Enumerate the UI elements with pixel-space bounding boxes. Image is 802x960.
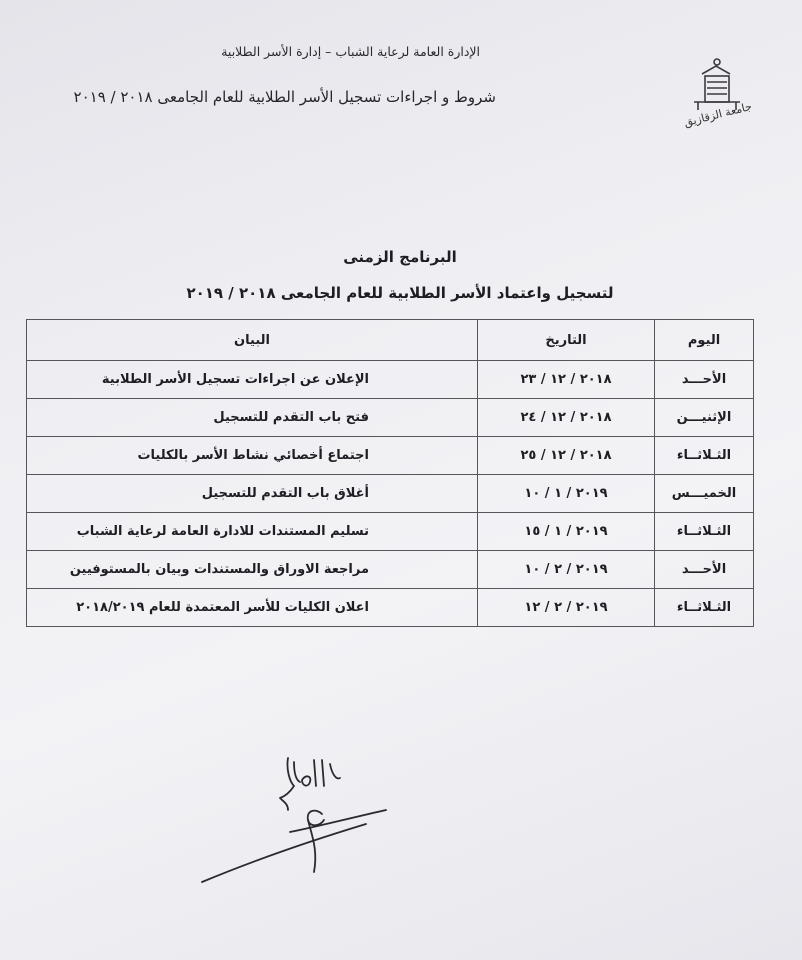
cell-description <box>27 551 478 589</box>
document-title: البرنامج الزمنى <box>343 248 457 266</box>
description-text: اعلان الكليات للأسر المعتمدة للعام ٢٠١٨/٢٠١٩ <box>76 600 369 615</box>
table-row <box>27 361 754 399</box>
cell-date: ٢٠١٨ / ١٢ / ٢٤ <box>478 399 655 437</box>
table-row <box>27 589 754 627</box>
cell-day: الأحـــد <box>655 551 754 589</box>
cell-description <box>27 475 478 513</box>
header-description: البيان <box>27 320 478 361</box>
cell-date: ٢٠١٨ / ١٢ / ٢٣ <box>478 361 655 399</box>
header-subject: شروط و اجراءات تسجيل الأسر الطلابية للعام الجامعى ٢٠١٨ / ٢٠١٩ <box>73 88 496 106</box>
header-department: الإدارة العامة لرعاية الشباب – إدارة الأسر الطلابية <box>221 44 480 59</box>
table-row <box>27 513 754 551</box>
header-date: التاريخ <box>478 320 655 361</box>
logo-caption: جامعة الزقازيق <box>682 99 754 130</box>
description-text: فتح باب التقدم للتسجيل <box>213 410 369 425</box>
table-row <box>27 551 754 589</box>
table-row <box>27 399 754 437</box>
cell-day: الثـلاثــاء <box>655 589 754 627</box>
cell-description <box>27 361 478 399</box>
cell-day: الثـلاثــاء <box>655 437 754 475</box>
schedule-table <box>26 319 754 627</box>
cell-date: ٢٠١٩ / ١ / ١٠ <box>478 475 655 513</box>
description-text: تسليم المستندات للادارة العامة لرعاية الشباب <box>76 524 369 539</box>
cell-date: ٢٠١٩ / ١ / ١٥ <box>478 513 655 551</box>
cell-description <box>27 399 478 437</box>
handwritten-signature <box>190 740 410 890</box>
cell-day: الإثنيـــن <box>655 399 754 437</box>
cell-date: ٢٠١٨ / ١٢ / ٢٥ <box>478 437 655 475</box>
table-header-row <box>27 320 754 361</box>
cell-description <box>27 589 478 627</box>
cell-date: ٢٠١٩ / ٢ / ١٢ <box>478 589 655 627</box>
table-row <box>27 475 754 513</box>
header-day: اليوم <box>655 320 754 361</box>
cell-day: الخميـــس <box>655 475 754 513</box>
description-text: الإعلان عن اجراءات تسجيل الأسر الطلابية <box>101 372 369 387</box>
cell-day: الأحـــد <box>655 361 754 399</box>
cell-day: الثـلاثــاء <box>655 513 754 551</box>
cell-date: ٢٠١٩ / ٢ / ١٠ <box>478 551 655 589</box>
cell-description <box>27 437 478 475</box>
table-row <box>27 437 754 475</box>
cell-description <box>27 513 478 551</box>
description-text: أغلاق باب التقدم للتسجيل <box>201 486 369 501</box>
description-text: اجتماع أخصائي نشاط الأسر بالكليات <box>137 448 369 463</box>
description-text: مراجعة الاوراق والمستندات وبيان بالمستوفيين <box>69 562 369 577</box>
document-subtitle: لتسجيل واعتماد الأسر الطلابية للعام الجامعى ٢٠١٨ / ٢٠١٩ <box>186 284 614 302</box>
